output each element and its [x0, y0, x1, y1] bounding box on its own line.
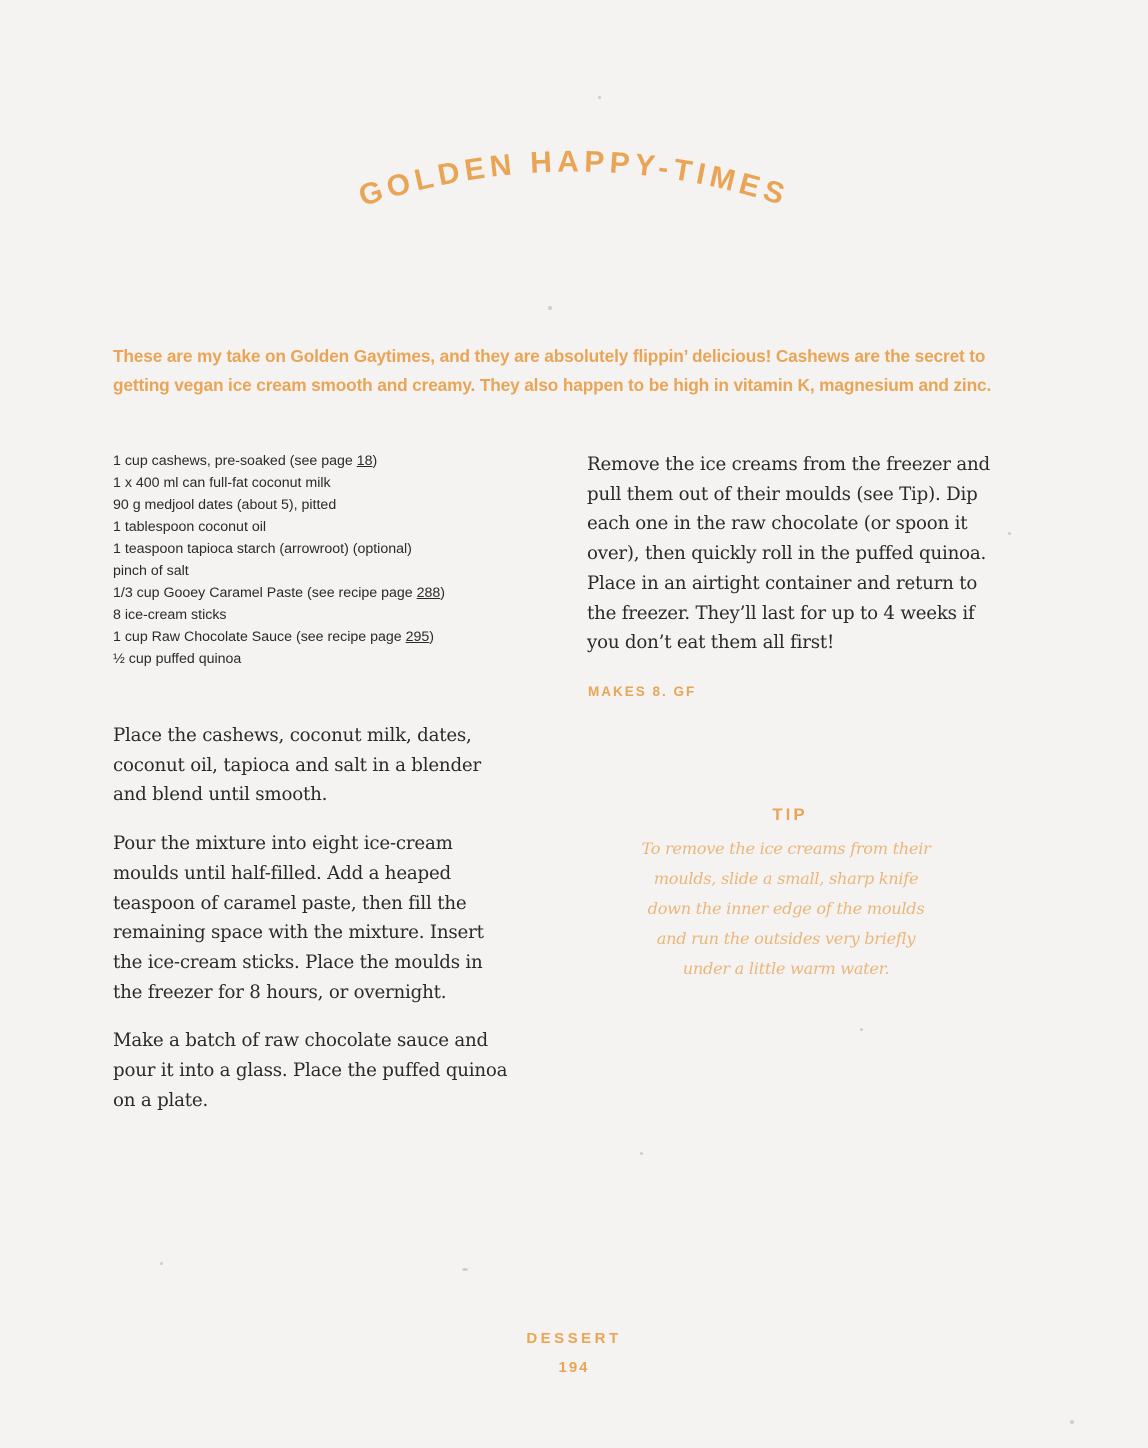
yield-note: MAKES 8. GF [588, 684, 697, 699]
ingredient-item: pinch of salt [113, 563, 189, 579]
ingredient-item: 1 x 400 ml can full-fat coconut milk [113, 475, 331, 491]
footer-section-name: DESSERT [526, 1330, 622, 1347]
method-column-right [587, 450, 997, 677]
page-number: 194 [558, 1359, 590, 1376]
ingredient-item: ½ cup puffed quinoa [113, 651, 242, 667]
ingredient-item: 8 ice-cream sticks [113, 607, 227, 623]
paper-speck [598, 96, 601, 99]
recipe-title-text [355, 145, 793, 213]
page-link[interactable]: 288 [416, 585, 441, 601]
method-step: Make a batch of raw chocolate sauce and pour it into a glass. Place the puffed quinoa on a plate. [113, 1030, 508, 1111]
ingredient-item: 1 teaspoon tapioca starch (arrowroot) (optional) [113, 541, 412, 557]
ingredient-item: 1/3 cup Gooey Caramel Paste (see recipe page 288) [113, 585, 446, 601]
paper-speck [1070, 1420, 1074, 1424]
ingredient-item: 1 cup cashews, pre-soaked (see page 18) [113, 453, 378, 469]
recipe-title [0, 110, 1148, 220]
tip-heading: TIP [772, 805, 808, 824]
recipe-title-path: GOLDEN HAPPY-TIMES [355, 145, 794, 213]
paper-speck [1008, 532, 1011, 535]
page-link[interactable]: 295 [405, 629, 430, 645]
ingredient-list [113, 450, 533, 670]
paper-speck [462, 1268, 468, 1271]
method-column-left [113, 721, 513, 1134]
method-step: Pour the mixture into eight ice-cream moulds until half-filled. Add a heaped teaspoon of caramel paste, then fill the remaining space with the mixture. Insert the ice-cream sticks. Place the moulds in the freezer for 8 hours, or overnight. [113, 833, 484, 1003]
ingredient-item: 1 cup Raw Chocolate Sauce (see recipe page 295) [113, 629, 435, 645]
method-step: Place the cashews, coconut milk, dates, coconut oil, tapioca and salt in a blender and blend until smooth. [113, 725, 481, 806]
ingredient-item: 90 g medjool dates (about 5), pitted [113, 497, 337, 513]
paper-speck [548, 306, 552, 310]
tip-body: To remove the ice creams from their moulds, slide a small, sharp knife down the inner edge of the moulds and run the outsides very briefly under a little warm water. [641, 839, 931, 978]
page-link[interactable]: 18 [356, 453, 373, 469]
recipe-intro: These are my take on Golden Gaytimes, and they are absolutely flippin’ delicious! Cashews are the secret to getting vegan ice cream smooth and creamy. They also happen to be high in vitamin K, magnesium and zinc. [113, 346, 992, 395]
paper-speck [640, 1152, 643, 1155]
method-step: Remove the ice creams from the freezer and pull them out of their moulds (see Tip). Dip each one in the raw chocolate (or spoon it over), then quickly roll in the puffed quinoa. Place in an airtight container and return to the freezer. They’ll last for up to 4 weeks if you don’t eat them all first! [587, 454, 990, 654]
paper-speck [160, 1262, 163, 1265]
ingredient-item: 1 tablespoon coconut oil [113, 519, 267, 535]
paper-speck [860, 1028, 863, 1031]
